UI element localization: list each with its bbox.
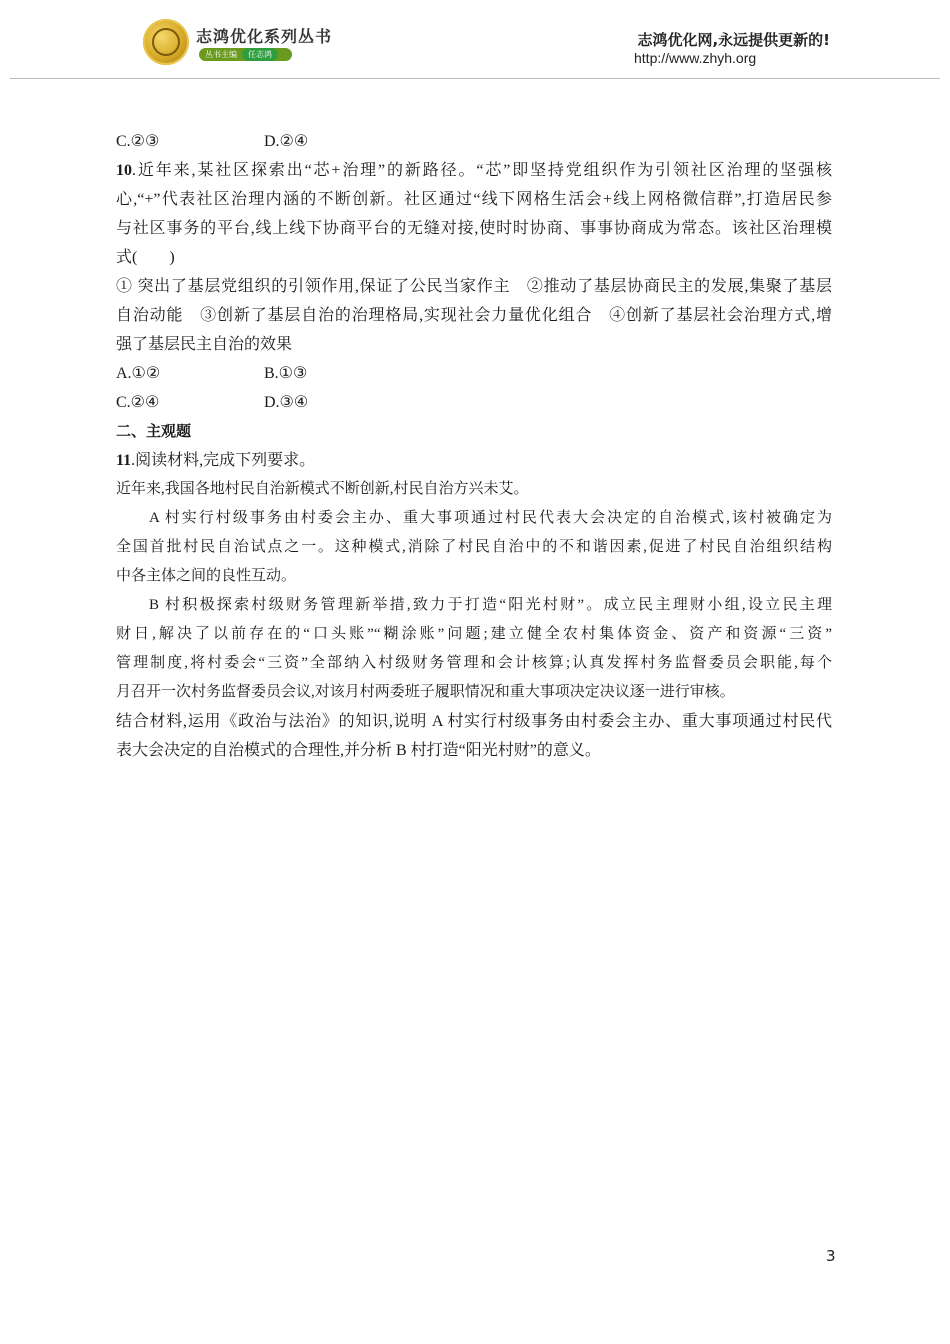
header-url-link[interactable]: http://www.zhyh.org [634,50,757,66]
section-2-heading: 二、主观题 [116,422,192,440]
q10-stem-line-4: 式( ) [116,249,175,266]
q10-statements-line-3: 强了基层民主自治的效果 [116,336,293,353]
q11-task-line-2: 表大会决定的自治模式的合理性,并分析 B 村打造“阳光村财”的意义。 [116,742,601,759]
q11-para-a-line-1: A 村实行村级事务由村委会主办、重大事项通过村民代表大会决定的自治模式,该村被确定为 [149,510,832,526]
q10-option-b[interactable]: B.①③ [264,365,308,382]
q11-task-line-1: 结合材料,运用《政治与法治》的知识,说明 A 村实行村级事务由村委会主办、重大事项通过村民代 [116,713,832,730]
q10-number: 10 [116,162,132,179]
q10-options-cd [116,388,832,417]
q11-para-a-line-2: 全国首批村民自治试点之一。这种模式,消除了村民自治中的不和谐因素,促进了村民自治组织结构 [116,539,832,555]
q9-option-c[interactable]: C.②③ [116,133,160,150]
q10-statements-line-1: ① 突出了基层党组织的引领作用,保证了公民当家作主 ②推动了基层协商民主的发展,集聚了基层 [116,278,832,295]
q10-stem-line-1: 10.近年来,某社区探索出“芯+治理”的新路径。“芯”即坚持党组织作为引领社区治理的坚强核 [116,162,832,179]
q10-stem-line-3: 与社区事务的平台,线上线下协商平台的无缝对接,使时时协商、事事协商成为常态。该社区治理模 [116,220,832,237]
q11-para-b-line-4: 月召开一次村务监督委员会议,对该月村两委班子履职情况和重大事项决定决议逐一进行审核。 [116,684,735,700]
q11-number: 11 [116,452,132,469]
header-divider [10,78,940,79]
page-number: 3 [826,1247,836,1265]
q10-statements-line-2: 自治动能 ③创新了基层自治的治理格局,实现社会力量优化组合 ④创新了基层社会治理方式,增 [116,307,832,324]
q11-prompt: 11.阅读材料,完成下列要求。 [116,452,316,469]
q11-para-b-line-2: 财日,解决了以前存在的“口头账”“糊涂账”问题;建立健全农村集体资金、资产和资源“三资” [116,626,832,642]
editor-name: 任志鸿 [242,48,278,61]
q10-options-ab [116,359,832,388]
q11-intro: 近年来,我国各地村民自治新模式不断创新,村民自治方兴未艾。 [116,481,529,497]
q10-stem-line-2: 心,“+”代表社区治理内涵的不断创新。社区通过“线下网格生活会+线上网格微信群”,打造居民参 [116,191,832,208]
header-slogan: 志鸿优化网,永远提供更新的! [637,31,830,49]
editor-label: 丛书主编 [205,50,237,59]
q11-para-b-line-1: B 村积极探索村级财务管理新举措,致力于打造“阳光村财”。成立民主理财小组,设立民主理 [149,597,832,613]
editor-badge [199,48,292,61]
q11-para-a-line-3: 中各主体之间的良性互动。 [116,568,297,584]
series-title: 志鸿优化系列丛书 [196,27,333,46]
q9-option-d[interactable]: D.②④ [264,133,309,150]
q9-options-cd [116,127,832,156]
page-header [0,0,950,80]
series-logo-icon [143,19,189,65]
q10-option-c[interactable]: C.②④ [116,394,160,411]
q10-option-a[interactable]: A.①② [116,365,161,382]
page-content [116,127,832,765]
q10-option-d[interactable]: D.③④ [264,394,309,411]
q11-para-b-line-3: 管理制度,将村委会“三资”全部纳入村级财务管理和会计核算;认真发挥村务监督委员会职能,每个 [116,655,832,671]
